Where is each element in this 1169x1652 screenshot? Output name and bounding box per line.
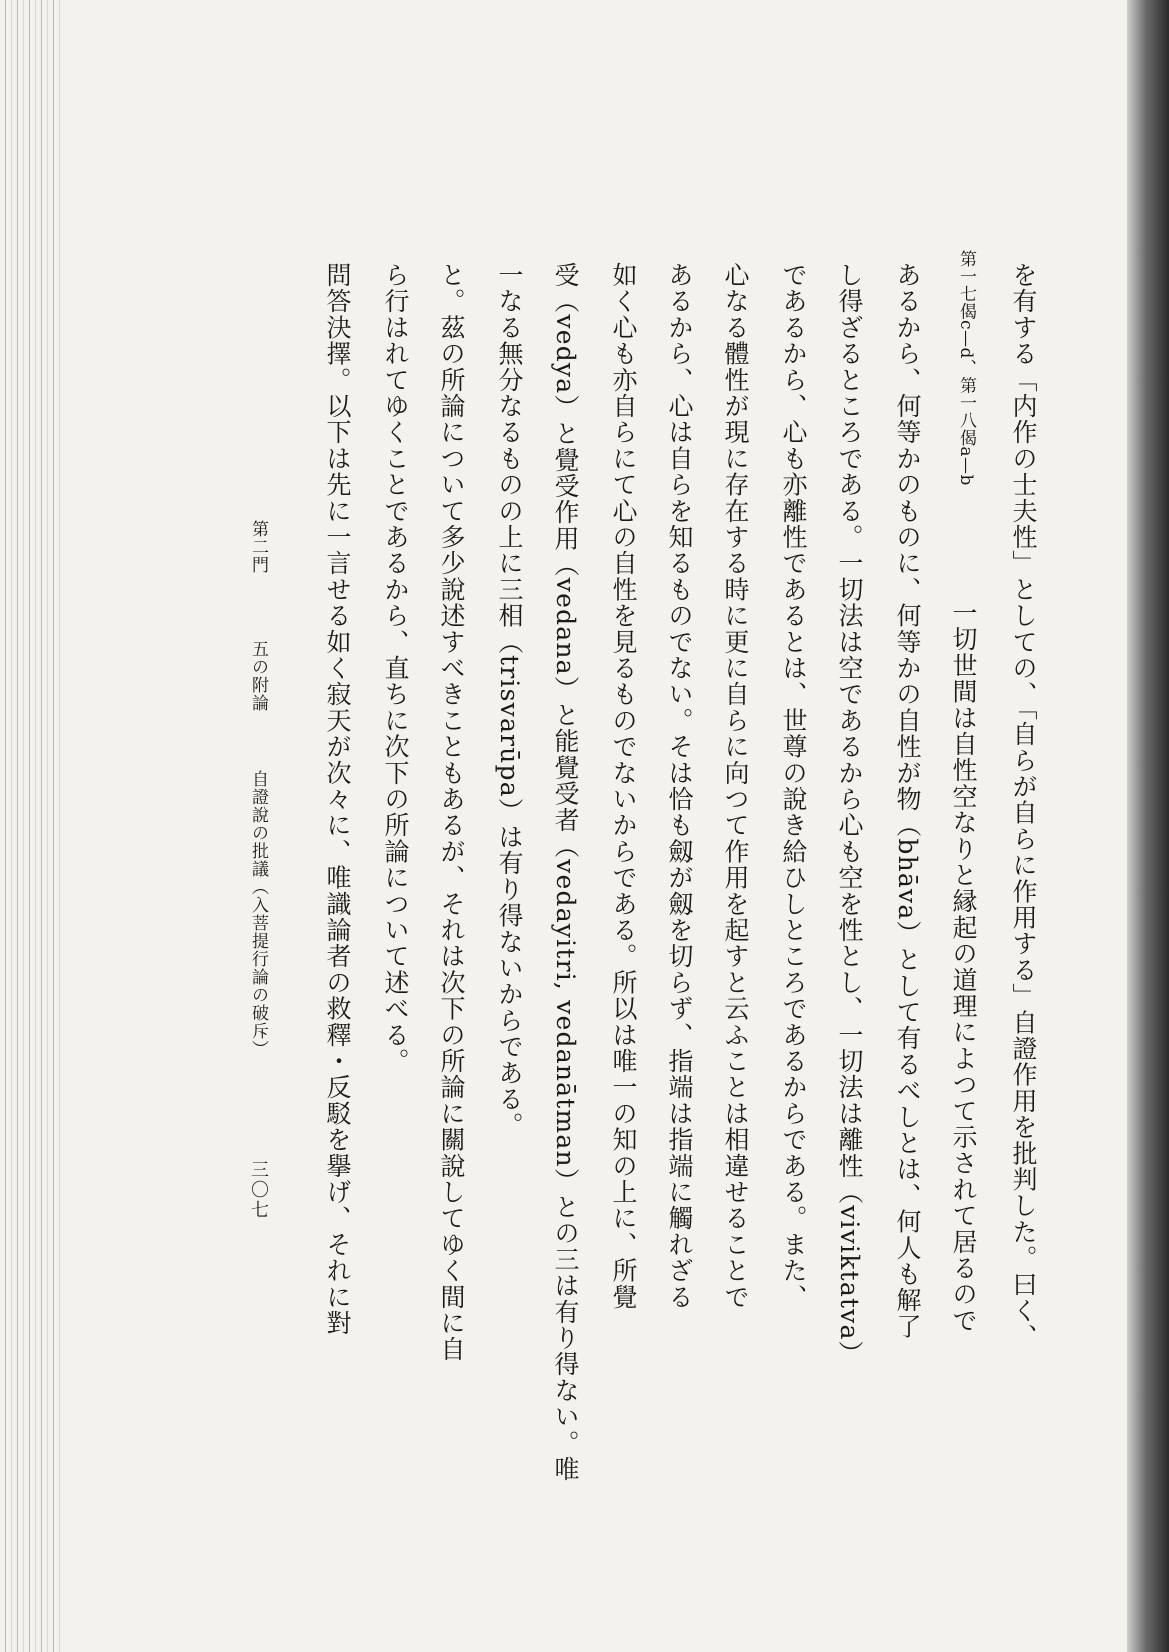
- text-line-4: し得ざるところである。一切法は空であるから心も空を性とし、一切法は離性（viviktatva）: [835, 262, 864, 1367]
- text-line-2: 一切世間は自性空なりと縁起の道理によつて示されて居るので: [949, 600, 978, 1334]
- binding-shadow: [0, 0, 60, 1652]
- scan-edge: [1127, 0, 1169, 1652]
- text-line-7: あるから、心は自らを知るものでない。そは恰も劔が劔を切らず、指端は指端に觸れざる: [665, 262, 694, 1310]
- text-line-12: ら行はれてゆくことであるから、直ちに次下の所論について述べる。: [381, 262, 410, 1075]
- text-line-3: あるから、何等かのものに、何等かの自性が物（bhāva）として有るべしとは、何人も解了: [893, 262, 922, 1340]
- text-line-13: 問答決擇。以下は先に一言せる如く寂天が次々に、唯識論者の救釋・反駁を擧げ、それに對: [323, 262, 352, 1337]
- text-line-1: を有する「内作の士夫性」としての、「自らが自らに作用する」自證作用を批判した。曰く、: [1009, 262, 1038, 1350]
- text-line-9: 受（vedya）と覺受作用（vedana）と能覺受者（vedayitri, vedanātman）との三は有り得ない。唯: [551, 262, 580, 1483]
- text-line-11: と。茲の所論について多少說述すべきこともあるが、それは次下の所論に關說してゆく間に自: [437, 262, 466, 1363]
- running-header-title: 自證說の批議（入菩提行論の破斥）: [248, 770, 268, 1058]
- text-line-6: 心なる體性が現に存在する時に更に自らに向つて作用を起すと云ふことは相違せることで: [721, 262, 750, 1311]
- text-line-8: 如く心も亦自らにて心の自性を見るものでないからである。所以は唯一の知の上に、所覺: [609, 262, 638, 1310]
- running-header-chapter: 五の附論: [248, 640, 268, 712]
- text-line-5: であるから、心も亦離性であるとは、世尊の說き給ひしところであるからである。また、: [779, 262, 808, 1310]
- text-line-10: 一なる無分なるものの上に三相（trisvarūpa）は有り得ないからである。: [495, 262, 524, 1139]
- page-number: 三〇七: [248, 1160, 269, 1220]
- running-header-section: 第二門: [248, 520, 268, 574]
- verse-reference-note: 第一七偈c—d、第一八偈a—b: [956, 250, 976, 486]
